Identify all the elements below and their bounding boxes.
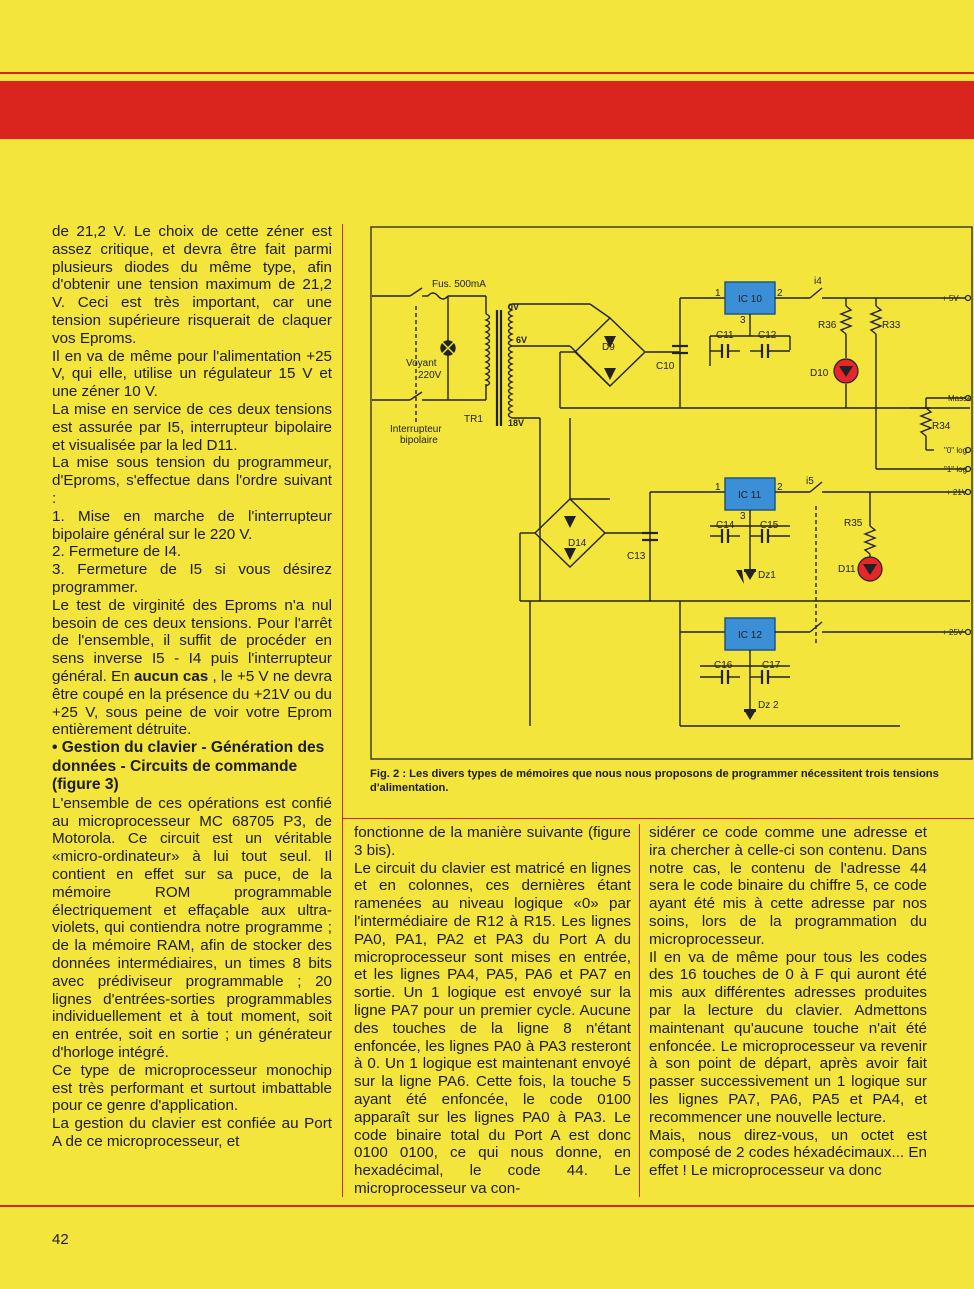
output-label: + 21V	[946, 488, 968, 497]
lamp-voltage-label: 220V	[418, 370, 442, 381]
paragraph: de 21,2 V. Le choix de cette zéner est assez critique, et devra être fait parmi plusieurs diodes du même type, afin d'obtenir une tension maximum de 21,2 V. Ceci est très important, car une tension supérieure risquerait de claquer vos Eproms.	[52, 223, 332, 347]
capacitor-label: C16	[714, 660, 733, 671]
page-number: 42	[52, 1231, 69, 1248]
paragraph: Mais, nous direz-vous, un octet est composé de 2 codes héxadécimaux... En effet ! Le microprocesseur va donc	[649, 1126, 927, 1180]
output-label: Masse	[948, 394, 972, 403]
paragraph: 3. Fermeture de I5 si vous désirez programmer.	[52, 561, 332, 596]
led-label: D11	[838, 564, 856, 575]
column-1	[52, 223, 332, 1151]
column-rule	[342, 224, 343, 1197]
output-label: "1" log	[944, 465, 968, 474]
output-label: "0" log	[944, 446, 968, 455]
output-label: + 25V	[942, 628, 964, 637]
figure-caption: Fig. 2 : Les divers types de mémoires que nous nous proposons de programmer nécessitent trois tensions d'alimentation.	[370, 768, 939, 794]
zener-label: Dz 2	[758, 700, 779, 711]
zener-label: Dz1	[758, 570, 776, 581]
pin-label: 3	[740, 315, 746, 326]
capacitor-label: C15	[760, 520, 779, 531]
capacitor-label: C10	[656, 361, 675, 372]
paragraph-text: , le +5 V ne devra être coupé en la présence du +21V ou du +25 V, sous peine de voir votre Eprom entièrement détruite.	[52, 667, 332, 739]
circuit-figure	[370, 226, 974, 761]
paragraph: La gestion du clavier est confiée au Port A de ce microprocesseur, et	[52, 1115, 332, 1151]
power-supply-schematic	[370, 226, 974, 761]
emphasis: aucun cas	[133, 667, 209, 685]
resistor-label: R34	[932, 421, 951, 432]
winding-label: 18V	[508, 418, 525, 428]
transformer-label: TR1	[464, 414, 483, 425]
bottom-rule	[0, 1205, 974, 1207]
paragraph: La mise en service de ces deux tensions est assurée par I5, interrupteur bipolaire et visualisée par la led D11.	[52, 400, 332, 454]
pin-label: 1	[715, 288, 721, 299]
bridge-label: D9	[602, 342, 615, 353]
paragraph: L'ensemble de ces opérations est confié au microprocesseur MC 68705 P3, de Motorola. Ce circuit est un véritable «micro-ordinateur» à lui tout seul. Il contient en effet sur sa puce, de la mémoire ROM programmable électriquement et effaçable aux ultra-violets, qui contiendra notre programme ; de la mémoire RAM, afin de stocker des données intermédiaires, un times 8 bits avec prédiviseur programmable ; 20 lignes d'entrées-sorties programmables individuellement et à tout moment, soit en entrée, soit en sortie ; un générateur d'horloge intégré.	[52, 794, 332, 1062]
capacitor-label: C11	[716, 330, 734, 341]
switch-label: Interrupteur	[390, 424, 442, 435]
paragraph: Il en va de même pour tous les codes des 16 touches de 0 à F qui auront été mis aux différentes adresses produites par la lecture du clavier. Admettons maintenant qu'aucune touche n'ait été enfoncée. Le microprocesseur va revenir à son point de départ, après avoir fait passer successivement un 1 logique sur les lignes PA7, PA6, PA5 et PA4, et recommencer une nouvelle lecture.	[649, 948, 927, 1126]
pin-label: 3	[740, 511, 746, 522]
resistor-label: R35	[844, 518, 863, 529]
winding-label: 6V	[516, 335, 528, 345]
paragraph-text: Le test de virginité des Eproms n'a nul besoin de ces deux tensions. Pour l'arrêt de l'ensemble, il suffit de procéder en sens inverse I5 - I4 puis l'interrupteur général.	[52, 596, 332, 685]
pin-label: 2	[777, 482, 783, 493]
ic-label: IC 12	[738, 630, 762, 641]
capacitor-label: C14	[716, 520, 735, 531]
paragraph: Le circuit du clavier est matricé en lignes et en colonnes, ces dernières étant ramenées au niveau logique «0» par l'intermédiaire de R12 à R15. Les lignes PA0, PA1, PA2 et PA3 du Port A du microprocesseur sont mises en entrée, et les lignes PA4, PA5, PA6 et PA7 en sortie. Un 1 logique est envoyé sur la ligne PA7 pour un premier cycle. Aucune des touches de la ligne 8 n'étant enfoncée, les lignes PA0 à PA3 resteront à 0. Un 1 logique est maintenant envoyé sur la ligne PA6. Cette fois, la touche 5 ayant été enfoncée, le code 0100 apparaît sur les lignes PA0 à PA3. Le code binaire total du Port A est donc 0100 0100, ce qui nous donne, en hexadécimal, le code 44. Le microprocesseur va con-	[354, 859, 631, 1197]
resistor-label: R36	[818, 320, 837, 331]
bridge-label: D14	[568, 538, 587, 549]
switch-label: i5	[806, 476, 814, 487]
fuse-label: Fus. 500mA	[432, 279, 486, 290]
figure-rule	[342, 818, 974, 819]
header-banner	[0, 81, 974, 139]
pin-label: 2	[777, 288, 783, 299]
paragraph: fonctionne de la manière suivante (figure 3 bis).	[354, 824, 631, 859]
column-rule	[639, 824, 640, 1197]
capacitor-label: C12	[758, 330, 777, 341]
column-2	[354, 824, 631, 1198]
switch-label: i4	[814, 276, 822, 287]
paragraph: Ce type de microprocesseur monochip est très performant et surtout imbattable pour ce genre d'application.	[52, 1061, 332, 1115]
switch-label: bipolaire	[400, 435, 438, 446]
paragraph: Il en va de même pour l'alimentation +25 V, qui elle, utilise un régulateur 15 V et une zéner 10 V.	[52, 347, 332, 401]
resistor-label: R33	[882, 320, 901, 331]
paragraph: sidérer ce code comme une adresse et ira chercher à celle-ci son contenu. Dans notre cas, le contenu de l'adresse 44 sera le code binaire du chiffre 5, ce code ayant été mis à cette adresse par nos soins, lors de la programmation du microprocesseur.	[649, 824, 927, 948]
winding-label: 0V	[508, 302, 520, 312]
ic-label: IC 10	[738, 294, 762, 305]
output-label: + 5V	[942, 294, 959, 303]
paragraph: 1. Mise en marche de l'interrupteur bipolaire général sur le 220 V.	[52, 507, 332, 543]
top-rule	[0, 72, 974, 74]
column-3	[649, 824, 927, 1180]
ic-label: IC 11	[738, 490, 762, 501]
section-heading: • Gestion du clavier - Génération des données - Circuits de commande (figure 3)	[52, 739, 325, 794]
paragraph: La mise sous tension du programmeur, d'Eproms, s'effectue dans l'ordre suivant :	[52, 454, 332, 507]
lamp-label: Voyant	[406, 358, 437, 369]
paragraph-text: En	[111, 667, 130, 685]
capacitor-label: C17	[762, 660, 781, 671]
capacitor-label: C13	[627, 551, 646, 562]
pin-label: 1	[715, 482, 721, 493]
paragraph: 2. Fermeture de I4.	[52, 543, 182, 561]
paragraph	[52, 597, 332, 739]
led-label: D10	[810, 368, 829, 379]
